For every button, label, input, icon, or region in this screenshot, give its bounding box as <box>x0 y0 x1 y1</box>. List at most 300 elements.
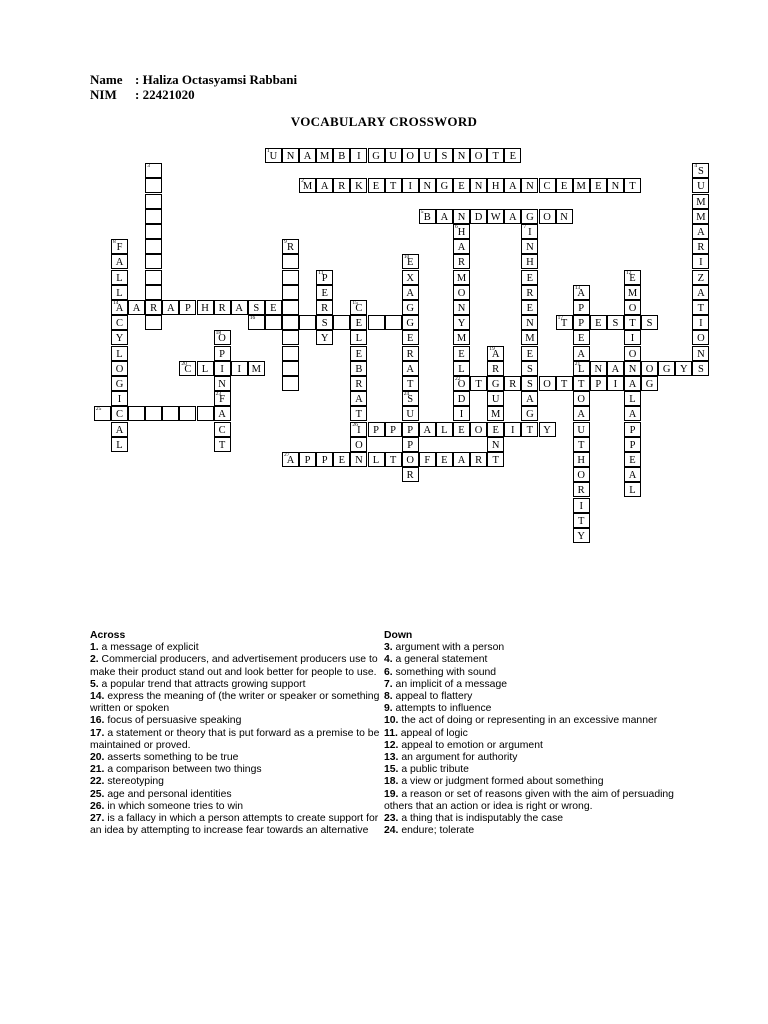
cell-letter: E <box>270 303 277 314</box>
crossword-cell <box>282 300 299 315</box>
clue-number: 18 <box>215 330 222 337</box>
clue-text: attempts to influence <box>392 703 492 715</box>
cell-letter: E <box>338 455 345 466</box>
crossword-cell <box>128 406 145 421</box>
cell-letter: P <box>629 424 636 436</box>
cell-letter: H <box>491 181 500 193</box>
cell-letter: Y <box>680 363 688 375</box>
crossword-cell <box>128 300 145 315</box>
crossword-cell <box>504 376 521 391</box>
cell-letter: O <box>115 363 124 375</box>
across-clue <box>90 654 382 678</box>
crossword-cell <box>111 285 128 300</box>
crossword-cell <box>402 467 419 482</box>
crossword-cell <box>94 406 111 421</box>
crossword-cell <box>402 315 419 330</box>
crossword-cell <box>385 178 402 193</box>
clue-number-label: 17. <box>90 727 105 739</box>
cell-letter: P <box>390 424 397 436</box>
crossword-cell <box>350 437 367 452</box>
down-clue <box>384 715 676 727</box>
cell-letter: M <box>491 409 501 421</box>
crossword-cell <box>521 330 538 345</box>
cell-letter: F <box>219 394 226 406</box>
clue-text: asserts something to be true <box>104 752 239 764</box>
crossword-cell <box>368 452 385 467</box>
crossword-cell <box>316 285 333 300</box>
student-info <box>90 72 297 102</box>
crossword-cell <box>402 437 419 452</box>
crossword-cell <box>145 285 162 300</box>
cell-letter: T <box>577 439 585 451</box>
crossword-cell <box>145 300 162 315</box>
cell-letter: P <box>321 455 328 466</box>
cell-letter: A <box>491 348 500 360</box>
cell-letter: E <box>629 455 636 466</box>
clue-number-label: 1. <box>90 642 99 654</box>
clue-number-label: 13. <box>384 752 399 764</box>
cell-letter: O <box>406 151 414 162</box>
crossword-cell <box>214 406 231 421</box>
down-clue <box>384 764 676 776</box>
crossword-cell <box>265 300 282 315</box>
crossword-cell <box>590 361 607 376</box>
down-clue <box>384 642 676 654</box>
cell-letter: I <box>220 363 224 375</box>
cell-letter: L <box>629 394 636 406</box>
down-heading: Down <box>384 630 413 641</box>
cell-letter: C <box>543 181 551 193</box>
cell-letter: E <box>458 348 465 360</box>
cell-letter: N <box>526 318 534 330</box>
clue-text: a popular trend that attracts growing support <box>98 678 306 690</box>
cell-letter: I <box>699 257 703 269</box>
crossword-cell <box>145 315 162 330</box>
cell-letter: R <box>475 455 483 466</box>
crossword-cell <box>521 239 538 254</box>
crossword-cell <box>265 315 282 330</box>
name-label: Name <box>90 72 123 87</box>
cell-letter: M <box>627 287 638 299</box>
clue-text: focus of persuasive speaking <box>104 715 242 727</box>
clue-number-label: 19. <box>384 788 399 800</box>
across-clue <box>90 789 382 801</box>
crossword-cell <box>453 270 470 285</box>
crossword-cell <box>111 239 128 254</box>
cell-letter: A <box>697 227 705 238</box>
cell-letter: U <box>697 181 705 193</box>
crossword-cell <box>350 148 367 163</box>
crossword-cell <box>145 224 162 239</box>
cell-letter: E <box>526 272 534 284</box>
cell-letter: R <box>321 303 329 314</box>
crossword-cell <box>487 391 504 406</box>
crossword-cell <box>436 422 453 437</box>
cell-letter: E <box>355 318 363 330</box>
cell-letter: T <box>560 318 568 330</box>
crossword-cell <box>419 178 436 193</box>
crossword-cell <box>573 376 590 391</box>
crossword-cell <box>453 285 470 300</box>
cell-letter: G <box>406 318 414 330</box>
crossword-cell <box>556 209 573 224</box>
crossword-cell <box>333 315 350 330</box>
cell-letter: A <box>115 303 124 314</box>
down-clue <box>384 691 676 703</box>
crossword-cell <box>350 391 367 406</box>
cell-letter: G <box>372 151 380 162</box>
cell-letter: E <box>355 348 363 360</box>
crossword-cell <box>487 406 504 421</box>
cell-letter: N <box>526 242 534 254</box>
cell-letter: N <box>286 151 295 162</box>
cell-letter: F <box>116 242 123 254</box>
crossword-cell <box>402 376 419 391</box>
crossword-cell <box>573 437 590 452</box>
crossword-cell <box>487 346 504 361</box>
cell-letter: Y <box>543 424 551 436</box>
cell-letter: K <box>355 181 363 193</box>
down-clue <box>384 740 676 752</box>
crossword-cell <box>487 148 504 163</box>
crossword-cell <box>402 361 419 376</box>
crossword-cell <box>590 376 607 391</box>
cell-letter: T <box>406 379 414 390</box>
cell-letter: N <box>457 303 466 314</box>
crossword-cell <box>521 178 538 193</box>
cell-letter: B <box>423 211 431 223</box>
cell-letter: E <box>595 318 602 330</box>
down-clues <box>384 630 676 837</box>
crossword-cell <box>573 330 590 345</box>
crossword-cell <box>692 239 709 254</box>
cell-letter: A <box>132 303 141 314</box>
cell-letter: U <box>389 151 397 162</box>
cell-letter: O <box>628 348 637 360</box>
cell-letter: O <box>628 303 637 314</box>
cell-letter: T <box>389 455 397 466</box>
crossword-cell <box>350 315 367 330</box>
clue-number: 23 <box>215 391 222 398</box>
crossword-cell <box>333 452 350 467</box>
cell-letter: O <box>457 287 466 299</box>
crossword-cell <box>624 422 641 437</box>
cell-letter: T <box>629 318 636 330</box>
cell-letter: N <box>218 379 226 390</box>
across-clue <box>90 679 382 691</box>
cell-letter: E <box>629 272 636 284</box>
cell-letter: L <box>372 455 380 466</box>
name-row <box>90 72 297 87</box>
cell-letter: Y <box>457 318 466 330</box>
crossword-cell <box>573 528 590 543</box>
crossword-cell <box>470 422 487 437</box>
crossword-cell <box>179 406 196 421</box>
cell-letter: I <box>357 424 361 436</box>
crossword-cell <box>111 391 128 406</box>
cell-letter: E <box>526 348 534 360</box>
crossword-cell <box>521 209 538 224</box>
crossword-cell <box>402 391 419 406</box>
clue-text: something with sound <box>392 666 497 678</box>
cell-letter: A <box>406 363 414 375</box>
cell-letter: L <box>116 287 123 299</box>
cell-letter: O <box>645 363 654 375</box>
cell-letter: S <box>321 318 328 330</box>
clue-number: 14 <box>113 300 119 306</box>
across-clue <box>90 691 382 715</box>
cell-letter: E <box>321 287 328 299</box>
crossword-cell <box>368 315 385 330</box>
crossword-cell <box>487 452 504 467</box>
clue-number: 25 <box>95 406 102 413</box>
cell-letter: L <box>116 348 123 360</box>
crossword-cell <box>624 361 641 376</box>
crossword-cell <box>402 452 419 467</box>
clue-number: 4 <box>694 163 698 170</box>
cell-letter: G <box>526 211 534 223</box>
crossword-cell <box>179 300 196 315</box>
cell-letter: T <box>526 424 534 436</box>
across-clue <box>90 715 382 727</box>
crossword-cell <box>145 254 162 269</box>
across-heading: Across <box>90 630 126 641</box>
cell-letter: M <box>525 333 535 345</box>
cell-letter: P <box>321 272 328 284</box>
clue-text: express the meaning of (the writer or speaker or something written or spoken <box>90 691 380 715</box>
crossword-cell <box>692 254 709 269</box>
crossword-cell <box>265 148 282 163</box>
crossword-cell <box>487 376 504 391</box>
cell-letter: A <box>115 424 124 436</box>
crossword-cell <box>197 361 214 376</box>
cell-letter: O <box>474 424 483 436</box>
cell-letter: L <box>116 272 123 284</box>
crossword-cell <box>556 315 573 330</box>
crossword-cell <box>179 361 196 376</box>
crossword-cell <box>692 194 709 209</box>
cell-letter: T <box>218 439 226 451</box>
crossword-cell <box>641 361 658 376</box>
clue-number: 17 <box>557 315 564 322</box>
cell-letter: A <box>628 379 637 390</box>
crossword-cell <box>487 437 504 452</box>
down-clue <box>384 789 676 813</box>
crossword-cell <box>316 300 333 315</box>
crossword-cell <box>624 467 641 482</box>
clue-number: 9 <box>284 239 287 246</box>
cell-letter: M <box>456 333 467 345</box>
cell-letter: F <box>424 455 431 466</box>
cell-letter: P <box>184 303 191 314</box>
crossword-cell <box>521 254 538 269</box>
clue-text: appeal to emotion or argument <box>398 739 543 751</box>
crossword-cell <box>624 300 641 315</box>
crossword-cell <box>214 391 231 406</box>
cell-letter: D <box>457 394 466 406</box>
clue-text: a thing that is indisputably the case <box>398 813 564 825</box>
cell-letter: E <box>560 181 568 193</box>
clue-number: 5 <box>420 208 424 215</box>
cell-letter: N <box>423 181 432 193</box>
cell-letter: T <box>389 181 397 193</box>
cell-letter: H <box>457 227 466 238</box>
cell-letter: Y <box>577 531 585 542</box>
crossword-cell <box>487 361 504 376</box>
cell-letter: L <box>458 363 465 375</box>
clue-text: a view or judgment formed about something <box>398 776 604 788</box>
crossword-cell <box>624 482 641 497</box>
cell-letter: N <box>697 348 705 360</box>
cell-letter: S <box>526 363 533 375</box>
crossword-cell <box>521 285 538 300</box>
crossword-cell <box>521 300 538 315</box>
cell-letter: T <box>355 409 363 421</box>
cell-letter: I <box>117 394 122 406</box>
crossword-cell <box>573 467 590 482</box>
crossword-cell <box>282 346 299 361</box>
crossword-cell <box>624 178 641 193</box>
clue-text: a public tribute <box>398 764 469 776</box>
across-clue <box>90 776 382 788</box>
cell-letter: A <box>423 424 432 436</box>
cell-letter: R <box>526 287 534 299</box>
clue-number-label: 26. <box>90 800 105 812</box>
cell-letter: A <box>115 257 124 269</box>
crossword-cell <box>402 330 419 345</box>
cell-letter: C <box>115 409 123 421</box>
clue-number-label: 8. <box>384 691 393 703</box>
crossword-cell <box>368 148 385 163</box>
crossword-cell <box>436 209 453 224</box>
cell-letter: A <box>457 455 466 466</box>
cell-letter: T <box>560 379 568 390</box>
crossword-cell <box>145 270 162 285</box>
crossword-cell <box>299 452 316 467</box>
cell-letter: X <box>406 272 414 284</box>
cell-letter: N <box>491 439 500 451</box>
cell-letter: P <box>629 439 636 451</box>
crossword-cell <box>350 178 367 193</box>
clue-number: 11 <box>318 269 324 276</box>
crossword-cell <box>692 315 709 330</box>
cell-letter: E <box>406 333 414 345</box>
cell-letter: D <box>474 211 483 223</box>
crossword-cell <box>436 178 453 193</box>
cell-letter: I <box>511 424 515 436</box>
down-clue-list <box>384 642 676 837</box>
crossword-cell <box>350 376 367 391</box>
crossword-cell <box>316 315 333 330</box>
crossword-cell <box>282 270 299 285</box>
clue-text: stereotyping <box>104 776 164 788</box>
down-clue <box>384 679 676 691</box>
crossword-cell <box>573 452 590 467</box>
cell-letter: A <box>235 303 243 314</box>
clue-number-label: 11. <box>384 727 398 739</box>
cell-letter: I <box>613 379 618 390</box>
cell-letter: I <box>459 409 464 421</box>
crossword-cell <box>214 422 231 437</box>
cell-letter: O <box>355 439 363 451</box>
clue-number: 8 <box>113 239 116 246</box>
crossword-cell <box>487 178 504 193</box>
crossword-cell <box>692 224 709 239</box>
crossword-cell <box>248 315 265 330</box>
clue-text: appeal of logic <box>397 727 468 739</box>
cell-letter: G <box>645 379 654 390</box>
cell-letter: C <box>115 318 123 330</box>
name-value: : Haliza Octasyamsi Rabbani <box>135 72 298 87</box>
clue-number: 27 <box>284 452 290 458</box>
cell-letter: N <box>611 181 620 193</box>
cell-letter: O <box>543 211 551 223</box>
cell-letter: E <box>492 424 499 436</box>
crossword-cell <box>350 406 367 421</box>
clue-number: 24 <box>403 391 410 398</box>
crossword-cell <box>385 148 402 163</box>
crossword-cell <box>248 361 265 376</box>
cell-letter: E <box>406 257 414 269</box>
cell-letter: P <box>407 439 414 451</box>
crossword-cell <box>385 452 402 467</box>
cell-letter: T <box>577 379 585 390</box>
cell-letter: G <box>115 379 124 390</box>
cell-letter: E <box>526 303 534 314</box>
crossword-cell <box>436 452 453 467</box>
cell-letter: P <box>304 455 311 466</box>
cell-letter: P <box>373 424 379 436</box>
cell-letter: I <box>528 227 532 238</box>
crossword-cell <box>231 300 248 315</box>
crossword-cell <box>385 422 402 437</box>
crossword-cell <box>402 254 419 269</box>
crossword-cell <box>692 330 709 345</box>
crossword-cell <box>573 315 590 330</box>
crossword-cell <box>573 285 590 300</box>
across-clue <box>90 642 382 654</box>
crossword-cell <box>299 178 316 193</box>
cell-letter: O <box>543 379 551 390</box>
cell-letter: N <box>526 181 534 193</box>
crossword-cell <box>402 346 419 361</box>
cell-letter: S <box>612 318 619 330</box>
cell-letter: R <box>509 379 517 390</box>
cell-letter: G <box>526 409 534 421</box>
crossword-cell <box>350 422 367 437</box>
crossword-cell <box>282 361 299 376</box>
cell-letter: S <box>646 318 653 330</box>
crossword-cell <box>368 178 385 193</box>
crossword-cell <box>299 148 316 163</box>
cell-letter: R <box>406 348 414 360</box>
cell-letter: L <box>201 363 209 375</box>
cell-letter: W <box>490 211 501 223</box>
crossword-cell <box>453 148 470 163</box>
clue-number-label: 12. <box>384 739 399 751</box>
cell-letter: S <box>441 151 448 162</box>
crossword-cell <box>145 239 162 254</box>
crossword-cell <box>573 346 590 361</box>
cell-letter: R <box>218 303 226 314</box>
clue-number: 16 <box>249 315 256 322</box>
crossword-cell <box>521 315 538 330</box>
crossword-cell <box>145 163 162 178</box>
clue-number-label: 14. <box>90 691 105 703</box>
crossword-cell <box>419 148 436 163</box>
clue-number-label: 10. <box>384 715 399 727</box>
cell-letter: E <box>372 181 380 193</box>
